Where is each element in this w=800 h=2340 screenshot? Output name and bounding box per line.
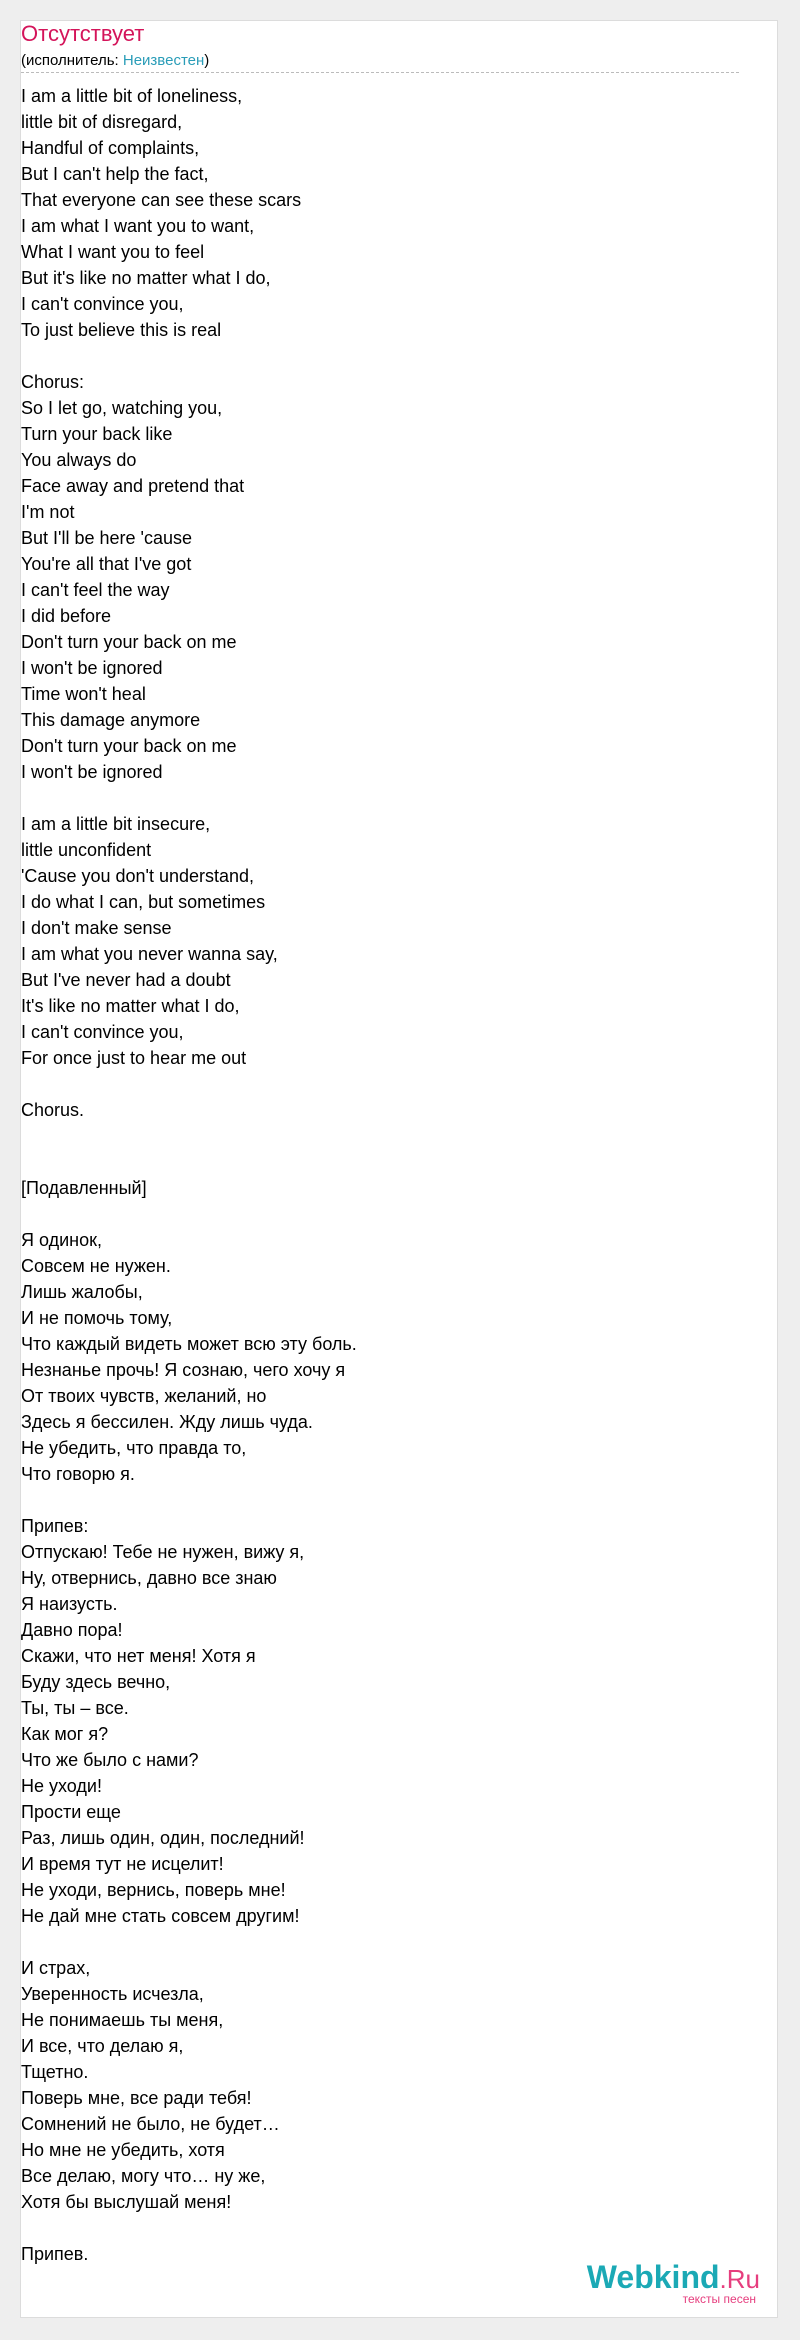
lyric-line: But I'll be here 'cause (21, 528, 192, 548)
lyric-line: I am a little bit of loneliness, (21, 86, 243, 106)
lyric-line: I can't feel the way (21, 580, 170, 600)
lyric-line: But it's like no matter what I do, (21, 268, 271, 288)
lyric-line (21, 785, 741, 811)
lyric-line: This damage anymore (21, 710, 201, 730)
lyric-line: I am what you never wanna say, (21, 944, 278, 964)
artist-link[interactable]: Неизвестен (122, 52, 205, 69)
lyric-line: I do what I can, but sometimes (21, 892, 266, 912)
lyric-line: It's like no matter what I do, (21, 996, 240, 1016)
lyric-line (21, 1149, 741, 1175)
lyric-line: Уверенность исчезла, (21, 1984, 204, 2004)
lyric-line: That everyone can see these scars (21, 190, 302, 210)
lyric-line: I am what I want you to want, (21, 216, 255, 236)
lyric-line: What I want you to feel (21, 242, 205, 262)
lyric-line: I am a little bit insecure, (21, 814, 211, 834)
lyric-line: I did before (21, 606, 112, 626)
lyric-line: Не уходи! (21, 1776, 102, 1796)
lyric-line: [Подавленный] (21, 1178, 147, 1198)
lyric-line: You're all that I've got (21, 554, 192, 574)
lyric-line: Don't turn your back on me (21, 632, 237, 652)
lyric-line: Припев: (21, 1516, 89, 1536)
lyric-line: I won't be ignored (21, 658, 163, 678)
lyric-line: Буду здесь вечно, (21, 1672, 171, 1692)
artist-prefix: (исполнитель: (21, 52, 123, 69)
lyric-line: Давно пора! (21, 1620, 123, 1640)
lyric-line (21, 1123, 741, 1149)
webkind-logo[interactable] (560, 2260, 760, 2306)
lyric-line: I don't make sense (21, 918, 172, 938)
lyric-line (21, 1201, 741, 1227)
lyric-line: Сомнений не было, не будет… (21, 2114, 280, 2134)
lyric-line: But I can't help the fact, (21, 164, 209, 184)
logo-tld-text: .Ru (719, 2264, 760, 2294)
lyric-line: Лишь жалобы, (21, 1282, 143, 1302)
lyric-line: I can't convince you, (21, 294, 184, 314)
lyric-line: I can't convince you, (21, 1022, 184, 1042)
lyric-line (21, 2215, 741, 2241)
lyric-line: Chorus. (21, 1100, 85, 1120)
lyric-line: Как мог я? (21, 1724, 109, 1744)
lyric-line (21, 1487, 741, 1513)
lyric-line: Don't turn your back on me (21, 736, 237, 756)
lyric-line: little unconfident (21, 840, 152, 860)
lyric-line: И время тут не исцелит! (21, 1854, 224, 1874)
lyric-line: Поверь мне, все ради тебя! (21, 2088, 252, 2108)
lyric-line: I'm not (21, 502, 75, 522)
logo-wordmark (560, 2260, 760, 2296)
lyric-line: И страх, (21, 1958, 91, 1978)
lyric-line: But I've never had a doubt (21, 970, 231, 990)
lyric-line: Ну, отвернись, давно все знаю (21, 1568, 277, 1588)
lyric-line: little bit of disregard, (21, 112, 183, 132)
lyric-line: Я наизусть. (21, 1594, 118, 1614)
lyric-line: Ты, ты – все. (21, 1698, 129, 1718)
logo-main-text: Webkind (586, 2259, 720, 2295)
lyric-line: Совсем не нужен. (21, 1256, 171, 1276)
lyric-line: So I let go, watching you, (21, 398, 223, 418)
lyric-line: Все делаю, могу что… ну же, (21, 2166, 266, 2186)
lyric-line (21, 343, 741, 369)
lyrics-text (21, 83, 741, 2267)
lyric-line: You always do (21, 450, 137, 470)
lyric-line: Не уходи, вернись, поверь мне! (21, 1880, 286, 1900)
lyric-line (21, 1929, 741, 1955)
page-title: Отсутствует (21, 21, 145, 46)
lyric-line: Что же было с нами? (21, 1750, 199, 1770)
lyric-line: Не дай мне стать совсем другим! (21, 1906, 300, 1926)
lyric-line: Turn your back like (21, 424, 173, 444)
lyric-line (21, 1071, 741, 1097)
lyric-line: For once just to hear me out (21, 1048, 247, 1068)
logo-tagline: тексты песен (682, 2292, 756, 2306)
lyric-line: Face away and pretend that (21, 476, 245, 496)
artist-suffix: ) (204, 52, 210, 69)
artist-line (21, 51, 209, 71)
lyric-line: Что говорю я. (21, 1464, 135, 1484)
lyric-line: Припев. (21, 2244, 89, 2264)
lyric-line: Скажи, что нет меня! Хотя я (21, 1646, 256, 1666)
lyric-line: I won't be ignored (21, 762, 163, 782)
lyric-line: Что каждый видеть может всю эту боль. (21, 1334, 357, 1354)
lyric-line: От твоих чувств, желаний, но (21, 1386, 267, 1406)
lyric-line: Раз, лишь один, один, последний! (21, 1828, 305, 1848)
lyric-line: Здесь я бессилен. Жду лишь чуда. (21, 1412, 313, 1432)
lyric-line: Time won't heal (21, 684, 146, 704)
lyric-line: Chorus: (21, 372, 85, 392)
lyric-line: Я одинок, (21, 1230, 102, 1250)
lyric-line: Не понимаешь ты меня, (21, 2010, 224, 2030)
lyric-line: И все, что делаю я, (21, 2036, 184, 2056)
lyric-line: Handful of complaints, (21, 138, 200, 158)
lyric-line: To just believe this is real (21, 320, 222, 340)
lyric-line: Но мне не убедить, хотя (21, 2140, 225, 2160)
lyric-line: Прости еще (21, 1802, 121, 1822)
lyric-line: Не убедить, что правда то, (21, 1438, 247, 1458)
lyric-line: Отпускаю! Тебе не нужен, вижу я, (21, 1542, 305, 1562)
lyric-line: Хотя бы выслушай меня! (21, 2192, 232, 2212)
lyric-line: 'Cause you don't understand, (21, 866, 255, 886)
lyric-line: И не помочь тому, (21, 1308, 173, 1328)
lyric-line: Незнанье прочь! Я сознаю, чего хочу я (21, 1360, 346, 1380)
lyric-line: Тщетно. (21, 2062, 89, 2082)
title-divider (21, 72, 739, 73)
